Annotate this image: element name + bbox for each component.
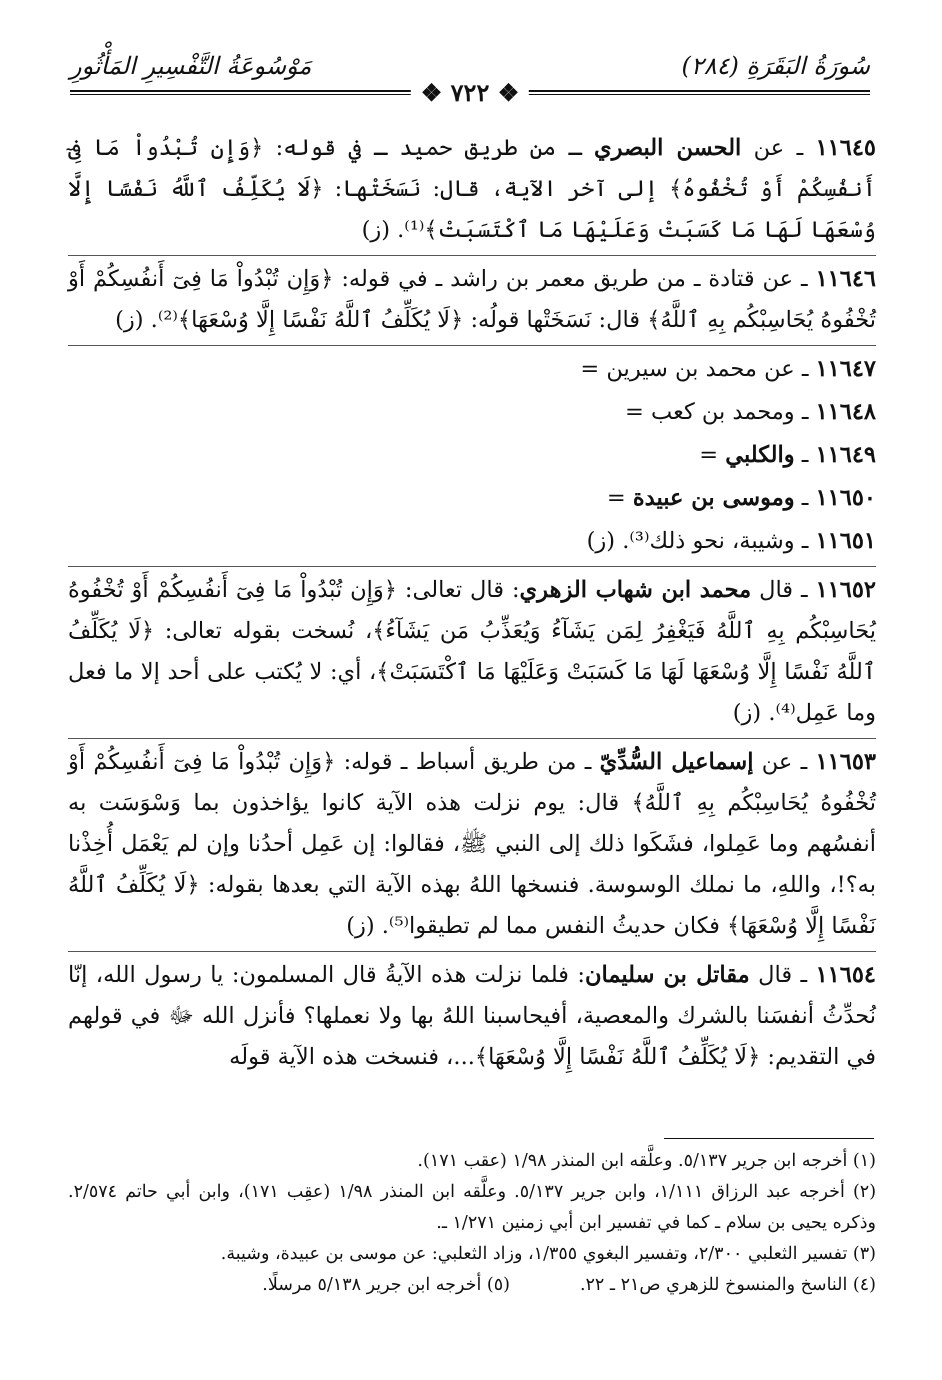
entry-text: : فلما نزلت هذه الآيةُ قال المسلمون: يا رسول الله، إنّا نُحدِّثُ أنفسَنا بالشرك والمعصية، أفيحاسبنا اللهُ بها ولا نعملها؟ فأنزل الله ﷻ في قولهم في التقديم: ﴿لَا يُكَلِّفُ ٱللَّهُ نَفْسًا إِلَّا وُسْعَهَا﴾...، فنسخت هذه الآية قولَه <box>68 962 876 1070</box>
entry-divider <box>68 738 876 739</box>
narrator-name: وموسى بن عبيدة <box>632 485 795 511</box>
entry-text: ـ من طريق معمر بن راشد ـ في قوله: ﴿وَإِن تُبْدُواْ مَا فِىٓ أَنفُسِكُمْ أَوْ تُخْفُوهُ يُحَاسِبْكُم بِهِ ٱللَّهُ﴾ قال: نَسَخَتْها قولُه: ﴿لَا يُكَلِّفُ ٱللَّهُ نَفْسًا إِلَّا وُسْعَهَا﴾⁽²⁾. (ز) <box>68 266 876 333</box>
entry-intro: ـ عن قتادة <box>708 266 816 292</box>
narrator-name: مقاتل بن سليمان <box>584 962 750 988</box>
entry-11653 <box>68 742 876 949</box>
entry-divider <box>68 951 876 952</box>
narrator-name: والكلبي <box>725 442 795 468</box>
page-body <box>68 128 876 1080</box>
entry-intro: ـ ومحمد بن كعب = <box>625 399 816 425</box>
entry-intro: ـ وشيبة، نحو ذلك⁽³⁾. (ز) <box>586 528 816 554</box>
entry-11654 <box>68 955 876 1080</box>
entry-text: = <box>699 442 726 468</box>
entry-number: ١١٦٤٨ <box>815 399 876 425</box>
entry-11649 <box>68 435 876 478</box>
entry-text: ـ من طريق حميد ـ في قوله: ﴿وَإِن تُبْدُواْ مَا فِىٓ أَنفُسِكُمْ أَوْ تُخْفُوهُ﴾ إلى آخر الآية، قال: نَسَخَتْها: ﴿لَا يُكَلِّفُ ٱللَّهُ نَفْسًا إِلَّا وُسْعَهَا لَهَا مَا كَسَبَتْ وَعَلَيْهَا مَا ٱكْتَسَبَتْ﴾⁽¹⁾. (ز) <box>68 135 876 243</box>
entry-text: = <box>606 485 633 511</box>
surah-title: سُورَةُ البَقَرَةِ (٢٨٤) <box>681 52 870 80</box>
footnote-5: (٥) أخرجه ابن جرير ٥/١٣٨ مرسلًا. <box>262 1275 510 1295</box>
entry-intro: ـ قال <box>751 577 816 603</box>
entry-number: ١١٦٥١ <box>815 528 876 554</box>
entry-number: ١١٦٥٣ <box>815 749 876 775</box>
entry-11652 <box>68 570 876 736</box>
footnote-4: (٤) الناسخ والمنسوخ للزهري ص٢١ ـ ٢٢. <box>579 1275 876 1295</box>
entry-intro: ـ عن محمد بن سيرين = <box>580 356 816 382</box>
page-number: ❖ ٧٢٢ ❖ <box>411 78 529 107</box>
footnote-row <box>68 1270 876 1301</box>
entry-11650 <box>68 478 876 521</box>
entry-number: ١١٦٤٩ <box>815 442 876 468</box>
entry-intro: ـ عن <box>753 749 816 775</box>
entry-11648 <box>68 392 876 435</box>
entry-text: ـ من طريق أسباط ـ قوله: ﴿وَإِن تُبْدُواْ مَا فِىٓ أَنفُسِكُمْ أَوْ تُخْفُوهُ يُحَاسِبْكُم بِهِ ٱللَّهُ﴾ قال: يوم نزلت هذه الآية كانوا يؤاخذون بما وَسْوَسَت به أنفسُهم وما عَمِلوا، فشَكَوا ذلك إلى النبي ﷺ، فقالوا: إن عَمِل أحدُنا وإن لم يَعْمَل أُخِذْنا به؟!، واللهِ، ما نملك الوسوسة. فنسخها اللهُ بهذه الآية التي بعدها بقوله: ﴿لَا يُكَلِّفُ ٱللَّهُ نَفْسًا إِلَّا وُسْعَهَا﴾ فكان حديثُ النفس مما لم تطيقوا⁽⁵⁾. (ز) <box>68 749 876 939</box>
footnotes <box>68 1146 876 1301</box>
entry-intro: ـ قال <box>749 962 816 988</box>
entry-11647 <box>68 349 876 392</box>
entry-divider <box>68 255 876 256</box>
entry-intro: ـ عن <box>741 135 816 161</box>
narrator-name: الحسن البصري <box>593 135 742 161</box>
entry-divider <box>68 566 876 567</box>
entry-number: ١١٦٤٧ <box>815 356 876 382</box>
entry-11651 <box>68 521 876 564</box>
entry-divider <box>68 345 876 346</box>
entry-number: ١١٦٤٦ <box>815 266 876 292</box>
entry-11645 <box>68 128 876 253</box>
entry-number: ١١٦٥٠ <box>815 485 876 511</box>
entry-number: ١١٦٥٤ <box>815 962 876 988</box>
footnote-1: (١) أخرجه ابن جرير ٥/١٣٧. وعلَّقه ابن المنذر ١/٩٨ (عقب ١٧١). <box>417 1151 876 1171</box>
footnote-divider <box>664 1138 874 1139</box>
narrator-name: محمد ابن شهاب الزهري <box>519 577 752 603</box>
entry-intro: ـ <box>794 485 816 511</box>
page-header <box>70 46 870 116</box>
entry-number: ١١٦٤٥ <box>815 135 877 161</box>
entry-intro: ـ <box>794 442 816 468</box>
footnote-2: (٢) أخرجه عبد الرزاق ١/١١١، وابن جرير ٥/١٣٧. وعلَّقه ابن المنذر ١/٩٨ (عقِب ١٧١)، وابن أبي حاتم ٢/٥٧٤. وذكره يحيى بن سلام ـ كما في تفسير ابن أبي زمنين ١/٢٧١ ـ. <box>68 1182 877 1233</box>
entry-11646 <box>68 259 876 343</box>
footnote-3: (٣) تفسير الثعلبي ٢/٣٠٠، وتفسير البغوي ١/٣٥٥، وزاد الثعلبي: عن موسى بن عبيدة، وشيبة. <box>220 1244 876 1264</box>
entry-number: ١١٦٥٢ <box>815 577 876 603</box>
entry-text: : قال تعالى: ﴿وَإِن تُبْدُواْ مَا فِىٓ أَنفُسِكُمْ أَوْ تُخْفُوهُ يُحَاسِبْكُم بِهِ ٱللَّهُ فَيَغْفِرُ لِمَن يَشَآءُ وَيُعَذِّبُ مَن يَشَآءُ﴾، نُسخت بقوله تعالى: ﴿لَا يُكَلِّفُ ٱللَّهُ نَفْسًا إِلَّا وُسْعَهَا لَهَا مَا كَسَبَتْ وَعَلَيْهَا مَا ٱكْتَسَبَتْ﴾، أي: لا يُكتب على أحد إلا ما فعل وما عَمِل⁽⁴⁾. (ز) <box>68 577 876 726</box>
narrator-name: إسماعيل السُّدِّيّ <box>599 749 754 775</box>
book-title: مَوْسُوعَةُ التَّفْسِيرِ المَأْثُورِ <box>70 52 312 80</box>
